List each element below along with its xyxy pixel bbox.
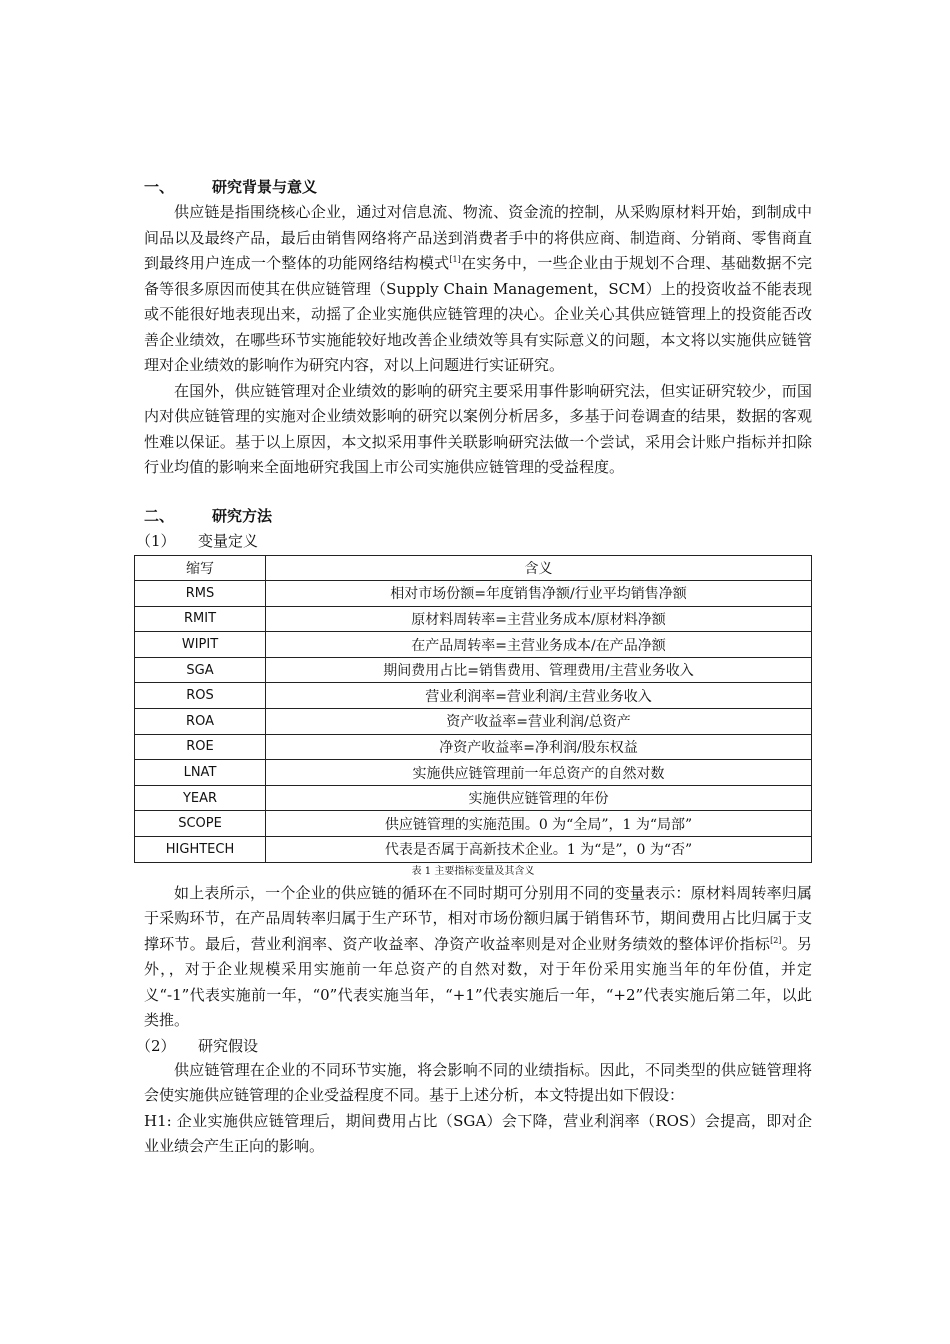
subsection-title: 研究假设 bbox=[198, 1036, 259, 1055]
cell-abbr: SGA bbox=[135, 657, 266, 683]
table-row bbox=[135, 837, 812, 863]
variable-table bbox=[134, 555, 812, 863]
cell-meaning: 资产收益率=营业利润/总资产 bbox=[266, 709, 812, 735]
cell-abbr: ROE bbox=[135, 734, 266, 760]
table-row bbox=[135, 785, 812, 811]
cell-meaning: 原材料周转率=主营业务成本/原材料净额 bbox=[266, 606, 812, 632]
citation-ref[interactable]: [2] bbox=[770, 935, 782, 945]
paragraph-hypothesis-h1: H1: 企业实施供应链管理后，期间费用占比（SGA）会下降，营业利润率（ROS）会提高，即对企业业绩会产生正向的影响。 bbox=[144, 1111, 812, 1156]
paragraph-domestic-research: 在国外，供应链管理对企业绩效的影响的研究主要采用事件影响研究法，但实证研究较少，而国内对供应链管理的实施对企业绩效影响的研究以案例分析居多，多基于问卷调查的结果，数据的客观性难以保证。基于以上原因，本文拟采用事件关联影响研究法做一个尝试，采用会计账户指标并扣除行业均值的影响来全面地研究我国上市公司实施供应链管理的受益程度。 bbox=[144, 381, 812, 476]
section-number: 一、 bbox=[144, 178, 175, 196]
section-number: 二、 bbox=[144, 506, 175, 525]
document-page bbox=[136, 174, 812, 1160]
header-abbr: 缩写 bbox=[135, 555, 266, 581]
cell-meaning: 供应链管理的实施范围。0 为“全局”，1 为“局部” bbox=[266, 811, 812, 837]
paragraph-text: 供应链是指围绕核心企业，通过对信息流、物流、资金流的控制，从采购原材料开始，到制成中间品以及最终产品，最后由销售网络将产品送到消费者手中的将供应商、制造商、分销商、零售商直到最终用户连成一个整体的功能网络结构模式 bbox=[144, 203, 812, 272]
paragraph-text: 在实务中，一些企业由于规划不合理、基础数据不完备等很多原因而使其在供应链管理（Supply Chain Management，SCM）上的投资收益不能表现或不能很好地表现出来，动摇了企业实施供应链管理的决心。企业关心其供应链管理上的投资能否改善企业绩效，在哪些环节实施能较好地改善企业绩效等具有实际意义的问题，本文将以实施供应链管理对企业绩效的影响作为研究内容，对以上问题进行实证研究。 bbox=[144, 254, 812, 374]
cell-abbr: RMS bbox=[135, 581, 266, 607]
cell-abbr: HIGHTECH bbox=[135, 837, 266, 863]
cell-meaning: 在产品周转率=主营业务成本/在产品净额 bbox=[266, 632, 812, 658]
cell-abbr: ROA bbox=[135, 709, 266, 735]
paragraph-table-explanation bbox=[144, 881, 812, 1034]
table-row bbox=[135, 734, 812, 760]
cell-abbr: ROS bbox=[135, 683, 266, 709]
table-row bbox=[135, 606, 812, 632]
section-heading-1 bbox=[144, 174, 812, 200]
table-header-row bbox=[135, 555, 812, 581]
cell-meaning: 营业利润率=营业利润/主营业务收入 bbox=[266, 683, 812, 709]
table-row bbox=[135, 760, 812, 786]
cell-abbr: LNAT bbox=[135, 760, 266, 786]
table-row bbox=[135, 683, 812, 709]
cell-abbr: SCOPE bbox=[135, 811, 266, 837]
cell-meaning: 实施供应链管理的年份 bbox=[266, 785, 812, 811]
table-row bbox=[135, 811, 812, 837]
cell-meaning: 实施供应链管理前一年总资产的自然对数 bbox=[266, 760, 812, 786]
subsection-heading-2 bbox=[136, 1034, 812, 1058]
subsection-number: （2） bbox=[136, 1036, 176, 1055]
table-row bbox=[135, 581, 812, 607]
table-caption: 表 1 主要指标变量及其含义 bbox=[411, 865, 535, 877]
paragraph-hypothesis-intro: 供应链管理在企业的不同环节实施，将会影响不同的业绩指标。因此，不同类型的供应链管理将会使实施供应链管理的企业受益程度不同。基于上述分析，本文特提出如下假设： bbox=[144, 1060, 812, 1105]
cell-meaning: 期间费用占比=销售费用、管理费用/主营业务收入 bbox=[266, 657, 812, 683]
subsection-title: 变量定义 bbox=[198, 531, 259, 550]
cell-meaning: 净资产收益率=净利润/股东权益 bbox=[266, 734, 812, 760]
subsection-heading-1 bbox=[136, 529, 812, 553]
header-meaning: 含义 bbox=[266, 555, 812, 581]
cell-meaning: 代表是否属于高新技术企业。1 为“是”，0 为“否” bbox=[266, 837, 812, 863]
table-row bbox=[135, 657, 812, 683]
cell-abbr: YEAR bbox=[135, 785, 266, 811]
cell-abbr: WIPIT bbox=[135, 632, 266, 658]
paragraph-background bbox=[144, 200, 812, 379]
table-row bbox=[135, 632, 812, 658]
section-title: 研究背景与意义 bbox=[212, 178, 318, 196]
section-heading-2 bbox=[144, 503, 812, 529]
cell-meaning: 相对市场份额=年度销售净额/行业平均销售净额 bbox=[266, 581, 812, 607]
subsection-number: （1） bbox=[136, 531, 176, 550]
paragraph-text: 。另外，，对于企业规模采用实施前一年总资产的自然对数，对于年份采用实施当年的年份值，并定义“-1”代表实施前一年，“0”代表实施当年，“+1”代表实施后一年，“+2”代表实施后第二年，以此类推。 bbox=[144, 934, 812, 1030]
cell-abbr: RMIT bbox=[135, 606, 266, 632]
paragraph-text: 如上表所示，一个企业的供应链的循环在不同时期可分别用不同的变量表示：原材料周转率归属于采购环节，在产品周转率归属于生产环节，相对市场份额归属于销售环节，期间费用占比归属于支撑环节。最后，营业利润率、资产收益率、净资产收益率则是对企业财务绩效的整体评价指标 bbox=[144, 883, 812, 953]
section-title: 研究方法 bbox=[212, 506, 273, 525]
table-row bbox=[135, 709, 812, 735]
citation-ref[interactable]: [1] bbox=[449, 255, 461, 264]
